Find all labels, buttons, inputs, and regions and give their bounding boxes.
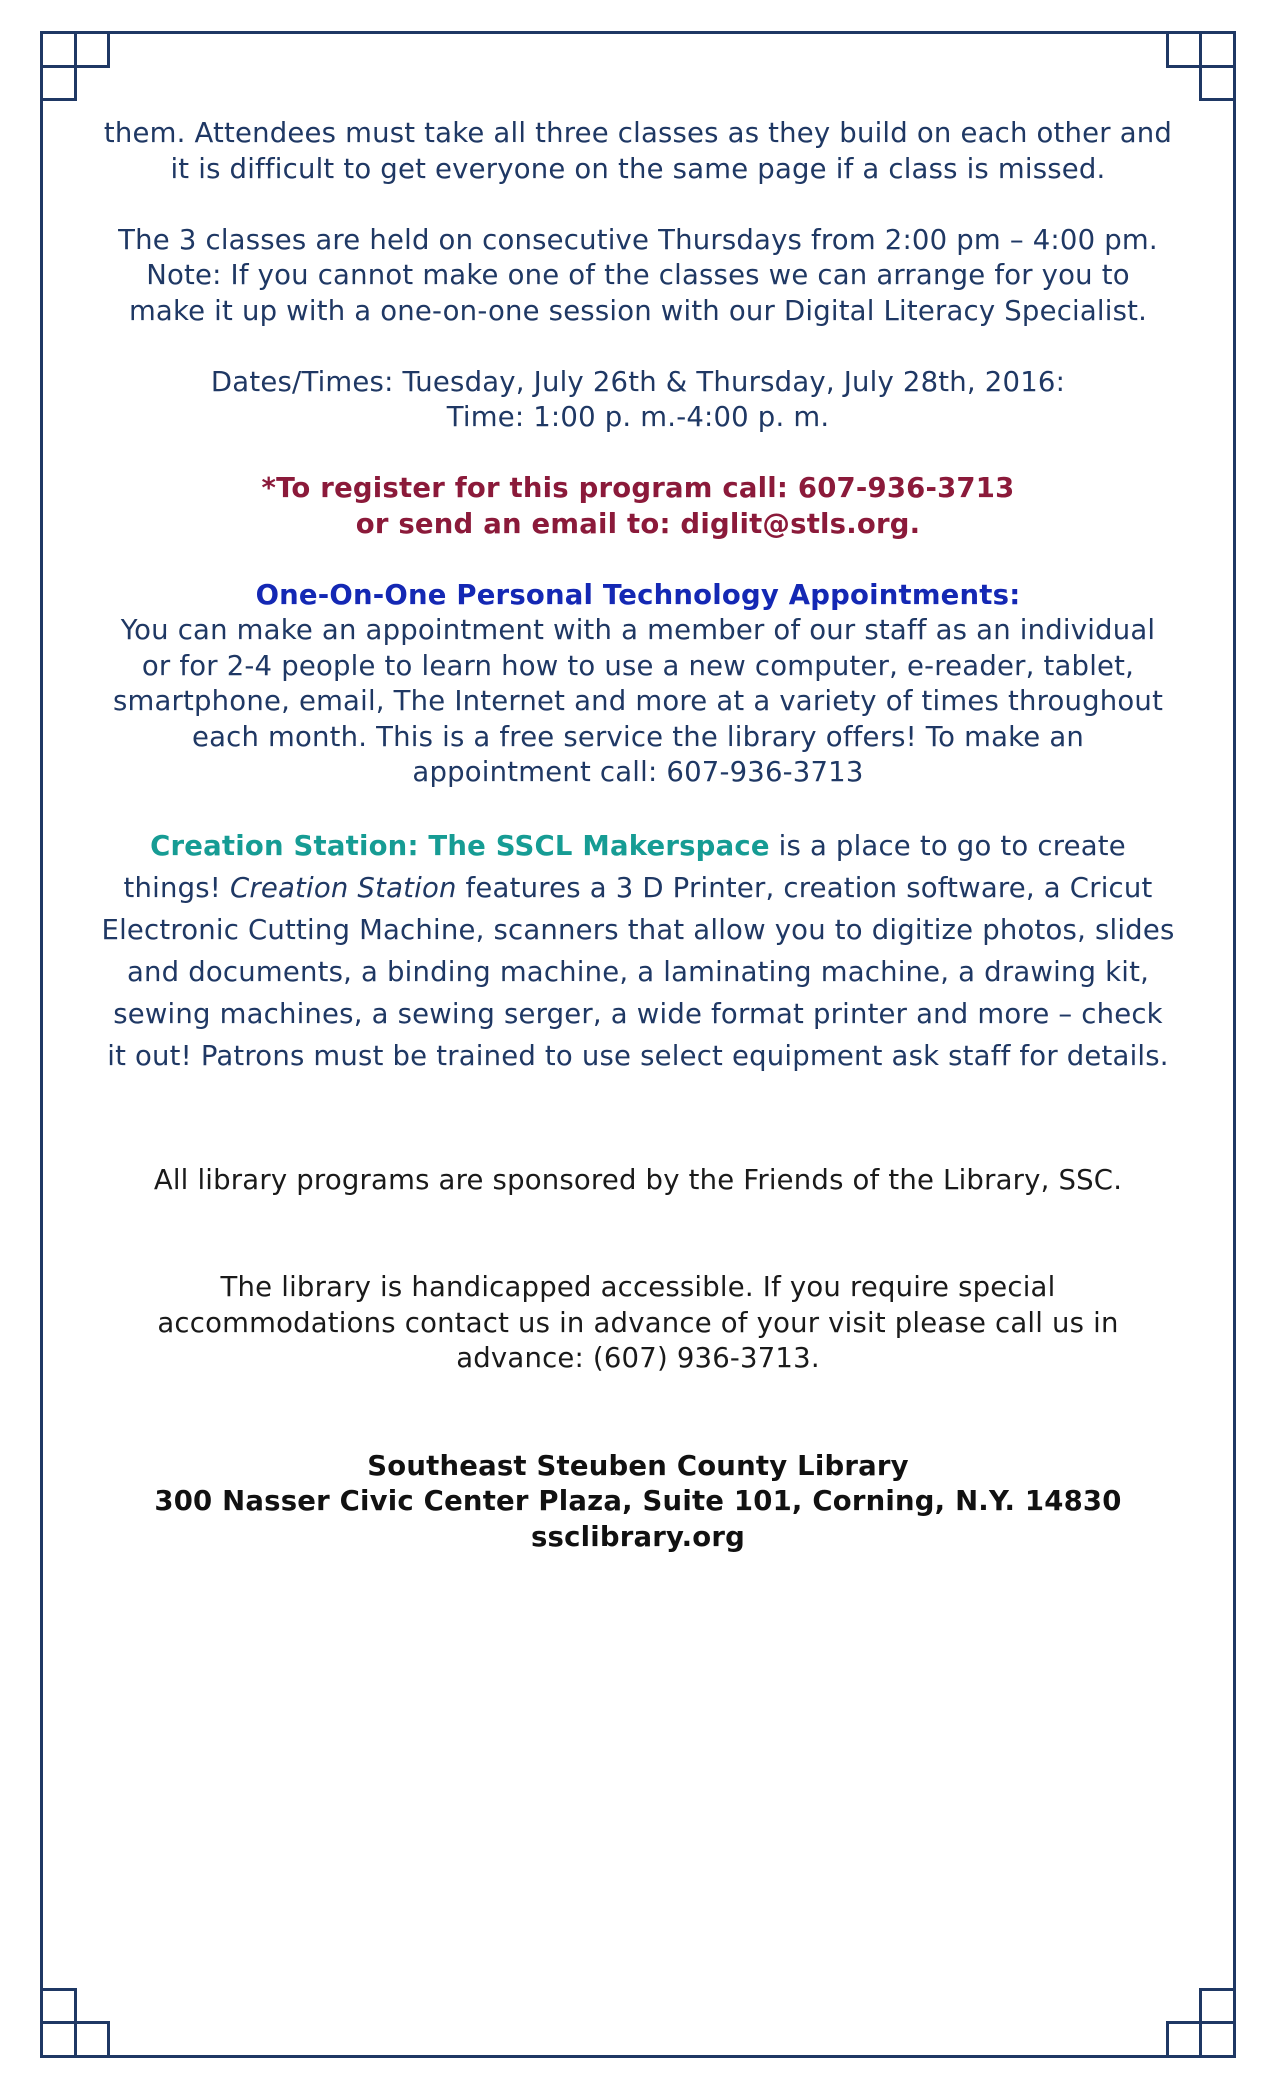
corner-ornament-bottom-left [40,1988,110,2058]
library-name: Southeast Steuben County Library [367,1449,909,1482]
dates-times-paragraph [70,365,1206,436]
text-line: The library is handicapped accessible. If you require special [220,1271,1056,1303]
creation-station-section [70,825,1206,1077]
text-line: it is difficult to get everyone on the same page if a class is missed. [170,152,1106,185]
text-span: things! [123,871,230,904]
class-attendance-paragraph [70,116,1206,187]
text-line: You can make an appointment with a member of our staff as an individual [120,614,1156,646]
text-line: appointment call: 607-936-3713 [412,756,864,788]
library-street-address: 300 Nasser Civic Center Plaza, Suite 101, Corning, N.Y. 14830 [154,1485,1122,1517]
text-line: it out! Patrons must be trained to use select equipment ask staff for details. [107,1039,1169,1072]
text-line: advance: (607) 936-3713. [456,1342,820,1374]
library-address-block [70,1449,1206,1556]
text-line: Note: If you cannot make one of the classes we can arrange for you to [146,259,1130,291]
text-span: is a place to go to create [769,829,1126,862]
creation-station-italic: Creation Station [229,871,457,904]
text-line: accommodations contact us in advance of your visit please call us in [157,1306,1119,1339]
text-line [70,867,1206,909]
text-line: Electronic Cutting Machine, scanners that allow you to digitize photos, slides [101,913,1175,946]
text-line: Time: 1:00 p. m.-4:00 p. m. [446,401,830,433]
registration-info [70,471,1206,542]
text-line: sewing machines, a sewing serger, a wide format printer and more – check [113,997,1163,1030]
register-email-line: or send an email to: diglit@stls.org. [355,507,921,540]
text-span: features a 3 D Printer, creation software, a Cricut [456,871,1153,904]
text-line: and documents, a binding machine, a laminating machine, a drawing kit, [126,955,1150,988]
corner-ornament-top-left [40,31,110,101]
text-line: make it up with a one-on-one session with our Digital Literacy Specialist. [128,294,1148,327]
corner-ornament-bottom-right [1166,1988,1236,2058]
text-line: The 3 classes are held on consecutive Thursdays from 2:00 pm – 4:00 pm. [118,223,1158,256]
sponsor-note: All library programs are sponsored by the Friends of the Library, SSC. [153,1163,1123,1196]
text-line: each month. This is a free service the library offers! To make an [191,720,1085,753]
text-line: Dates/Times: Tuesday, July 26th & Thursday, July 28th, 2016: [210,365,1066,398]
accessibility-note [70,1270,1206,1377]
corner-ornament-top-right [1166,31,1236,101]
text-line: or for 2-4 people to learn how to use a new computer, e-reader, tablet, [141,649,1135,682]
text-line: smartphone, email, The Internet and more at a variety of times throughout [112,685,1164,717]
register-phone-line: *To register for this program call: 607-936-3713 [261,472,1015,504]
class-schedule-paragraph [70,223,1206,330]
text-line: them. Attendees must take all three classes as they build on each other and [103,117,1173,149]
appointments-heading: One-On-One Personal Technology Appointments: [255,578,1021,611]
library-website: ssclibrary.org [530,1520,746,1553]
flyer-content [70,116,1206,1555]
text-line [70,825,1206,867]
creation-station-title: Creation Station: The SSCL Makerspace [150,829,770,862]
appointments-section [70,578,1206,791]
